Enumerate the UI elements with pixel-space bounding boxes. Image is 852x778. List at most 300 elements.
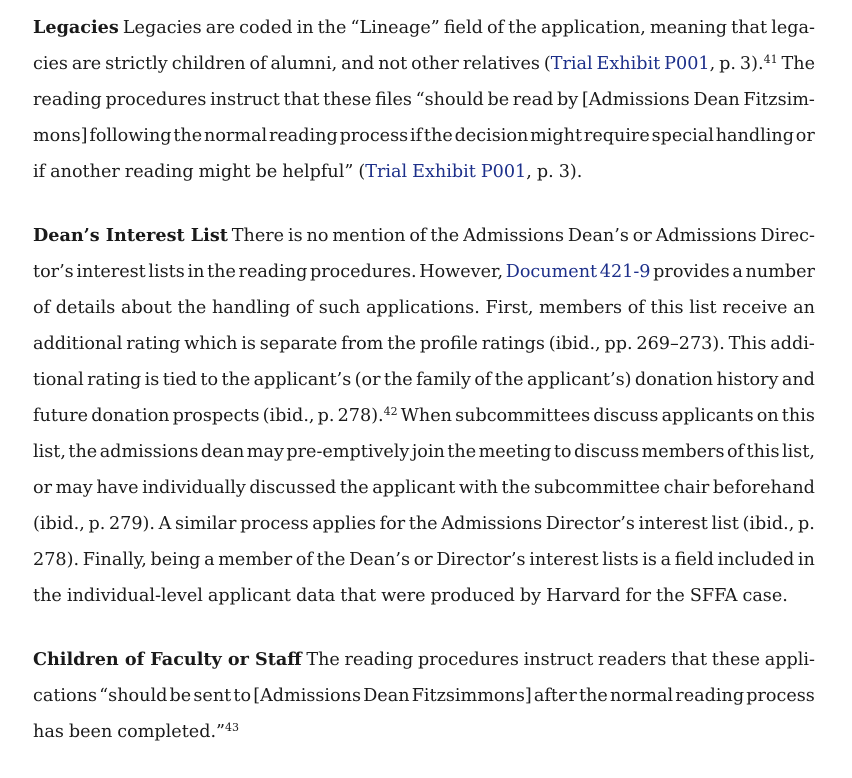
word: [639, 506, 708, 542]
word-text: the: [578, 686, 608, 706]
word: [163, 362, 197, 398]
word-text: (ibid.,: [548, 334, 601, 354]
word: [33, 506, 85, 542]
text-line: [33, 642, 815, 678]
word-text: of: [409, 226, 427, 246]
word-text: that: [340, 586, 377, 606]
word: [241, 326, 256, 362]
word: [732, 254, 743, 290]
word: [297, 10, 314, 46]
word-text: chair: [663, 478, 710, 498]
word: [184, 326, 237, 362]
word: [424, 118, 453, 154]
word: [482, 326, 545, 362]
word: [455, 118, 529, 154]
word-text: tional: [33, 370, 84, 390]
word: [33, 470, 52, 506]
word-text: First,: [485, 298, 534, 318]
word: [72, 46, 101, 82]
footnote-marker[interactable]: 41: [763, 53, 778, 66]
word: [318, 10, 347, 46]
text-line: [33, 542, 815, 578]
word: [430, 218, 459, 254]
word-text: member: [218, 550, 293, 570]
word-text: join: [411, 442, 445, 462]
paragraph: [33, 642, 815, 750]
word-text: might: [198, 162, 251, 182]
word: [366, 290, 480, 326]
word: [148, 254, 184, 290]
word-text: When: [400, 406, 452, 426]
word: [358, 154, 407, 190]
section-heading: Legacies: [33, 17, 119, 38]
citation-link[interactable]: Document: [505, 262, 598, 282]
word-text: a: [732, 262, 743, 282]
word: [712, 506, 739, 542]
word-text: lists: [602, 550, 639, 570]
word-text: applicant’s): [526, 370, 632, 390]
word-text: alumni,: [270, 54, 338, 74]
word-text: lega-: [771, 18, 815, 38]
word: [414, 542, 433, 578]
word: [33, 290, 50, 326]
word: [173, 398, 260, 434]
word-text: another: [50, 162, 120, 182]
word: [380, 506, 406, 542]
word-text: reading: [124, 162, 194, 182]
word: [481, 154, 532, 190]
word-text: require: [583, 126, 650, 146]
word-text: instruct: [210, 90, 280, 110]
word: [387, 326, 416, 362]
word: [109, 506, 155, 542]
text-line: [33, 46, 815, 82]
word: [410, 118, 422, 154]
word: [412, 434, 445, 470]
word: [459, 470, 498, 506]
word: [420, 326, 478, 362]
word-text: the: [447, 442, 477, 462]
word: [340, 578, 376, 614]
word-text: the: [68, 442, 98, 462]
word: [671, 642, 707, 678]
document-page: [33, 10, 815, 778]
text-line: [33, 678, 815, 714]
word-text: or: [795, 126, 815, 146]
word-text: This: [728, 334, 767, 354]
text-line: [33, 578, 815, 614]
word-text: if: [33, 162, 46, 182]
word: [656, 578, 685, 614]
word-text: ,: [709, 54, 716, 74]
word: [727, 434, 744, 470]
word-text: the: [430, 226, 460, 246]
word-text: Admissions: [655, 226, 757, 246]
citation-link[interactable]: Trial: [550, 54, 593, 74]
word: [486, 290, 534, 326]
footnote-marker[interactable]: 42: [383, 405, 398, 418]
word-text: [Admissions: [253, 686, 362, 706]
word: [534, 470, 660, 506]
word: [593, 398, 658, 434]
word-text: beforehand: [712, 478, 815, 498]
word-text: Admissions: [463, 226, 565, 246]
footnote-marker[interactable]: 43: [225, 721, 240, 734]
word-text: handling: [715, 126, 794, 146]
word: [218, 542, 292, 578]
word: [239, 10, 292, 46]
word-text: being: [150, 550, 201, 570]
word: [338, 398, 398, 434]
word-text: about: [121, 298, 172, 318]
word-text: has: [33, 722, 64, 742]
word-text: additional: [33, 334, 123, 354]
word: [651, 290, 684, 326]
word: [254, 362, 352, 398]
word: [793, 290, 815, 326]
word-text: procedures.: [310, 262, 417, 282]
word-text: “should: [99, 686, 168, 706]
word-text: case.: [742, 586, 788, 606]
word: [33, 398, 88, 434]
citation-link[interactable]: Exhibit: [596, 54, 661, 74]
citation-link[interactable]: Exhibit: [412, 162, 476, 182]
word: [91, 398, 169, 434]
word-text: by: [557, 90, 579, 110]
word-text: be: [169, 686, 192, 706]
word-text: the: [508, 18, 537, 38]
word: [193, 678, 231, 714]
word-text: process: [339, 126, 409, 146]
text-line: [33, 254, 815, 290]
word-text: may: [246, 442, 284, 462]
word: [508, 10, 537, 46]
word-text: field: [674, 550, 714, 570]
word-text: Admissions: [441, 514, 543, 534]
word: [239, 254, 308, 290]
word-text: is: [241, 334, 256, 354]
word: [33, 362, 84, 398]
word: [200, 362, 218, 398]
word: [123, 10, 202, 46]
word-text: be: [487, 90, 510, 110]
word: [401, 398, 452, 434]
word: [693, 82, 739, 118]
word-text: no: [306, 226, 329, 246]
word: [444, 10, 483, 46]
word-text: this: [746, 442, 780, 462]
word-text: for: [379, 514, 406, 534]
word-text: Dean: [693, 90, 740, 110]
word: [33, 46, 68, 82]
word-text: discussed: [249, 478, 337, 498]
word-text: were: [381, 586, 426, 606]
word-text: data: [295, 586, 336, 606]
word: [105, 46, 168, 82]
word-text: that: [731, 18, 768, 38]
word-text: list,: [782, 442, 815, 462]
word: [652, 118, 714, 154]
word: [656, 218, 757, 254]
word-text: application,: [541, 18, 646, 38]
word-text: Direc-: [760, 226, 815, 246]
word: [88, 506, 105, 542]
word: [319, 290, 361, 326]
citation-link[interactable]: P001: [664, 54, 710, 74]
text-line: [33, 218, 815, 254]
word-text: (ibid.,: [742, 514, 795, 534]
section-heading: Children of Faculty or Staff: [33, 649, 302, 670]
word: [33, 642, 302, 678]
word: [207, 254, 236, 290]
word: [375, 82, 412, 118]
text-line: [33, 154, 815, 190]
word: [746, 254, 815, 290]
word-text: a: [204, 550, 215, 570]
word: [145, 362, 160, 398]
word-text: procedures: [105, 90, 207, 110]
word: [204, 118, 267, 154]
word: [306, 642, 339, 678]
word: [479, 434, 552, 470]
word: [436, 542, 525, 578]
word: [177, 290, 206, 326]
word: [782, 46, 815, 82]
word: [664, 470, 710, 506]
word: [87, 362, 141, 398]
word-text: is: [642, 550, 657, 570]
word: [597, 46, 661, 82]
word: [740, 46, 778, 82]
word: [201, 434, 245, 470]
word: [541, 10, 646, 46]
word: [33, 714, 64, 750]
word-text: or: [632, 226, 652, 246]
word-text: prospects: [172, 406, 260, 426]
word-text: coded: [239, 18, 293, 38]
citation-link[interactable]: Trial: [365, 162, 408, 182]
word: [187, 254, 204, 290]
word-text: following: [89, 126, 172, 146]
word-text: sent: [193, 686, 232, 706]
word-text: such: [318, 298, 361, 318]
word: [782, 362, 815, 398]
word-text: Director’s: [436, 550, 526, 570]
word: [67, 578, 203, 614]
word: [418, 642, 519, 678]
word: [411, 46, 459, 82]
word: [33, 10, 119, 46]
word: [100, 434, 199, 470]
word-text: after: [533, 686, 577, 706]
word-text: family: [416, 370, 471, 390]
word-text: tied: [162, 370, 198, 390]
text-line: [33, 470, 815, 506]
word: [546, 506, 635, 542]
word: [208, 578, 291, 614]
word-text: The: [306, 650, 340, 670]
paragraph: [33, 10, 815, 190]
word-text: meaning: [649, 18, 728, 38]
word: [716, 118, 794, 154]
word-text: future: [33, 406, 89, 426]
word-text: in: [296, 18, 314, 38]
word: [610, 678, 673, 714]
word-text: details: [55, 298, 116, 318]
word-text: handling: [211, 298, 291, 318]
word: [99, 678, 167, 714]
word: [416, 82, 484, 118]
word-text: read: [512, 90, 554, 110]
word: [664, 46, 715, 82]
word-text: of: [627, 298, 645, 318]
word: [56, 470, 93, 506]
word-text: is: [144, 370, 160, 390]
word: [530, 118, 582, 154]
word: [210, 82, 280, 118]
word: [718, 542, 795, 578]
word-text: of: [295, 298, 314, 318]
word-text: Fitzsim-: [743, 90, 815, 110]
word-text: meeting: [478, 442, 552, 462]
word-text: completed.”: [117, 722, 226, 742]
word-text: (ibid.,: [33, 514, 85, 534]
word: [554, 434, 572, 470]
word-text: an: [793, 298, 815, 318]
word: [584, 118, 650, 154]
word-text: helpful”: [282, 162, 354, 182]
word: [743, 82, 814, 118]
word: [600, 254, 651, 290]
word: [288, 218, 303, 254]
word: [747, 434, 780, 470]
word: [690, 578, 738, 614]
word: [307, 218, 329, 254]
word: [341, 326, 383, 362]
word: [689, 290, 716, 326]
word: [431, 578, 515, 614]
word-text: Dean’s: [349, 550, 411, 570]
word-text: 3).: [739, 54, 764, 74]
word-text: may: [55, 478, 93, 498]
word: [83, 542, 147, 578]
word: [206, 10, 235, 46]
word: [363, 678, 409, 714]
word-text: and: [781, 370, 815, 390]
text-line: [33, 362, 815, 398]
word: [240, 506, 309, 542]
word-text: normal: [609, 686, 674, 706]
word-text: if: [409, 126, 423, 146]
word-text: The: [781, 54, 815, 74]
word-text: files: [375, 90, 412, 110]
word-text: process: [240, 514, 309, 534]
word-text: subcommittee: [533, 478, 660, 498]
word: [249, 46, 266, 82]
word: [345, 642, 414, 678]
text-line: [33, 290, 815, 326]
word-text: not: [378, 54, 408, 74]
text-line: [33, 326, 815, 362]
word-text: 279).: [108, 514, 155, 534]
word: [782, 434, 815, 470]
word: [474, 362, 491, 398]
word-text: and: [341, 54, 375, 74]
word: [447, 434, 476, 470]
word-text: applicant: [207, 586, 291, 606]
word-text: members: [641, 442, 725, 462]
word: [661, 542, 672, 578]
word: [419, 254, 503, 290]
word-text: have: [96, 478, 139, 498]
word: [199, 154, 251, 190]
word: [635, 362, 713, 398]
word-text: the: [387, 334, 417, 354]
word-text: individual-level: [66, 586, 203, 606]
word: [212, 290, 290, 326]
word-text: receive: [722, 298, 788, 318]
word-text: of: [726, 442, 745, 462]
word-text: similar: [174, 514, 237, 534]
word-text: addi-: [770, 334, 815, 354]
word-text: the: [501, 478, 531, 498]
word: [625, 578, 651, 614]
word: [539, 290, 622, 326]
word: [731, 10, 767, 46]
word-text: dean: [200, 442, 245, 462]
word-text: history: [716, 370, 779, 390]
word: [716, 362, 778, 398]
word-text: 278).: [33, 550, 80, 570]
word: [409, 506, 438, 542]
word: [455, 398, 590, 434]
word-text: p.: [317, 406, 335, 426]
word-text: of: [474, 370, 492, 390]
citation-link[interactable]: 421-9: [599, 262, 651, 282]
word-text: profile: [419, 334, 478, 354]
word-text: ratings: [481, 334, 545, 354]
word: [527, 362, 632, 398]
word: [746, 678, 815, 714]
word-text: cations: [33, 686, 97, 706]
word-text: reading: [238, 262, 308, 282]
word: [463, 218, 564, 254]
word-text: p.: [719, 54, 736, 74]
word-text: that: [671, 650, 708, 670]
word: [260, 326, 338, 362]
word-text: Harvard: [546, 586, 621, 606]
word: [662, 398, 754, 434]
word: [247, 434, 284, 470]
word: [175, 506, 237, 542]
word-text: p.: [536, 162, 554, 182]
citation-link[interactable]: P001: [480, 162, 527, 182]
word-text: included: [717, 550, 795, 570]
word: [633, 218, 652, 254]
word: [332, 218, 405, 254]
word-text: that: [283, 90, 320, 110]
word-text: ,: [526, 162, 532, 182]
word-text: lists: [148, 262, 185, 282]
word: [159, 506, 172, 542]
word-text: in: [797, 550, 815, 570]
word-text: of: [33, 298, 51, 318]
word: [534, 678, 577, 714]
word: [502, 470, 531, 506]
word-text: rating: [87, 370, 142, 390]
word: [381, 578, 425, 614]
word: [105, 82, 206, 118]
